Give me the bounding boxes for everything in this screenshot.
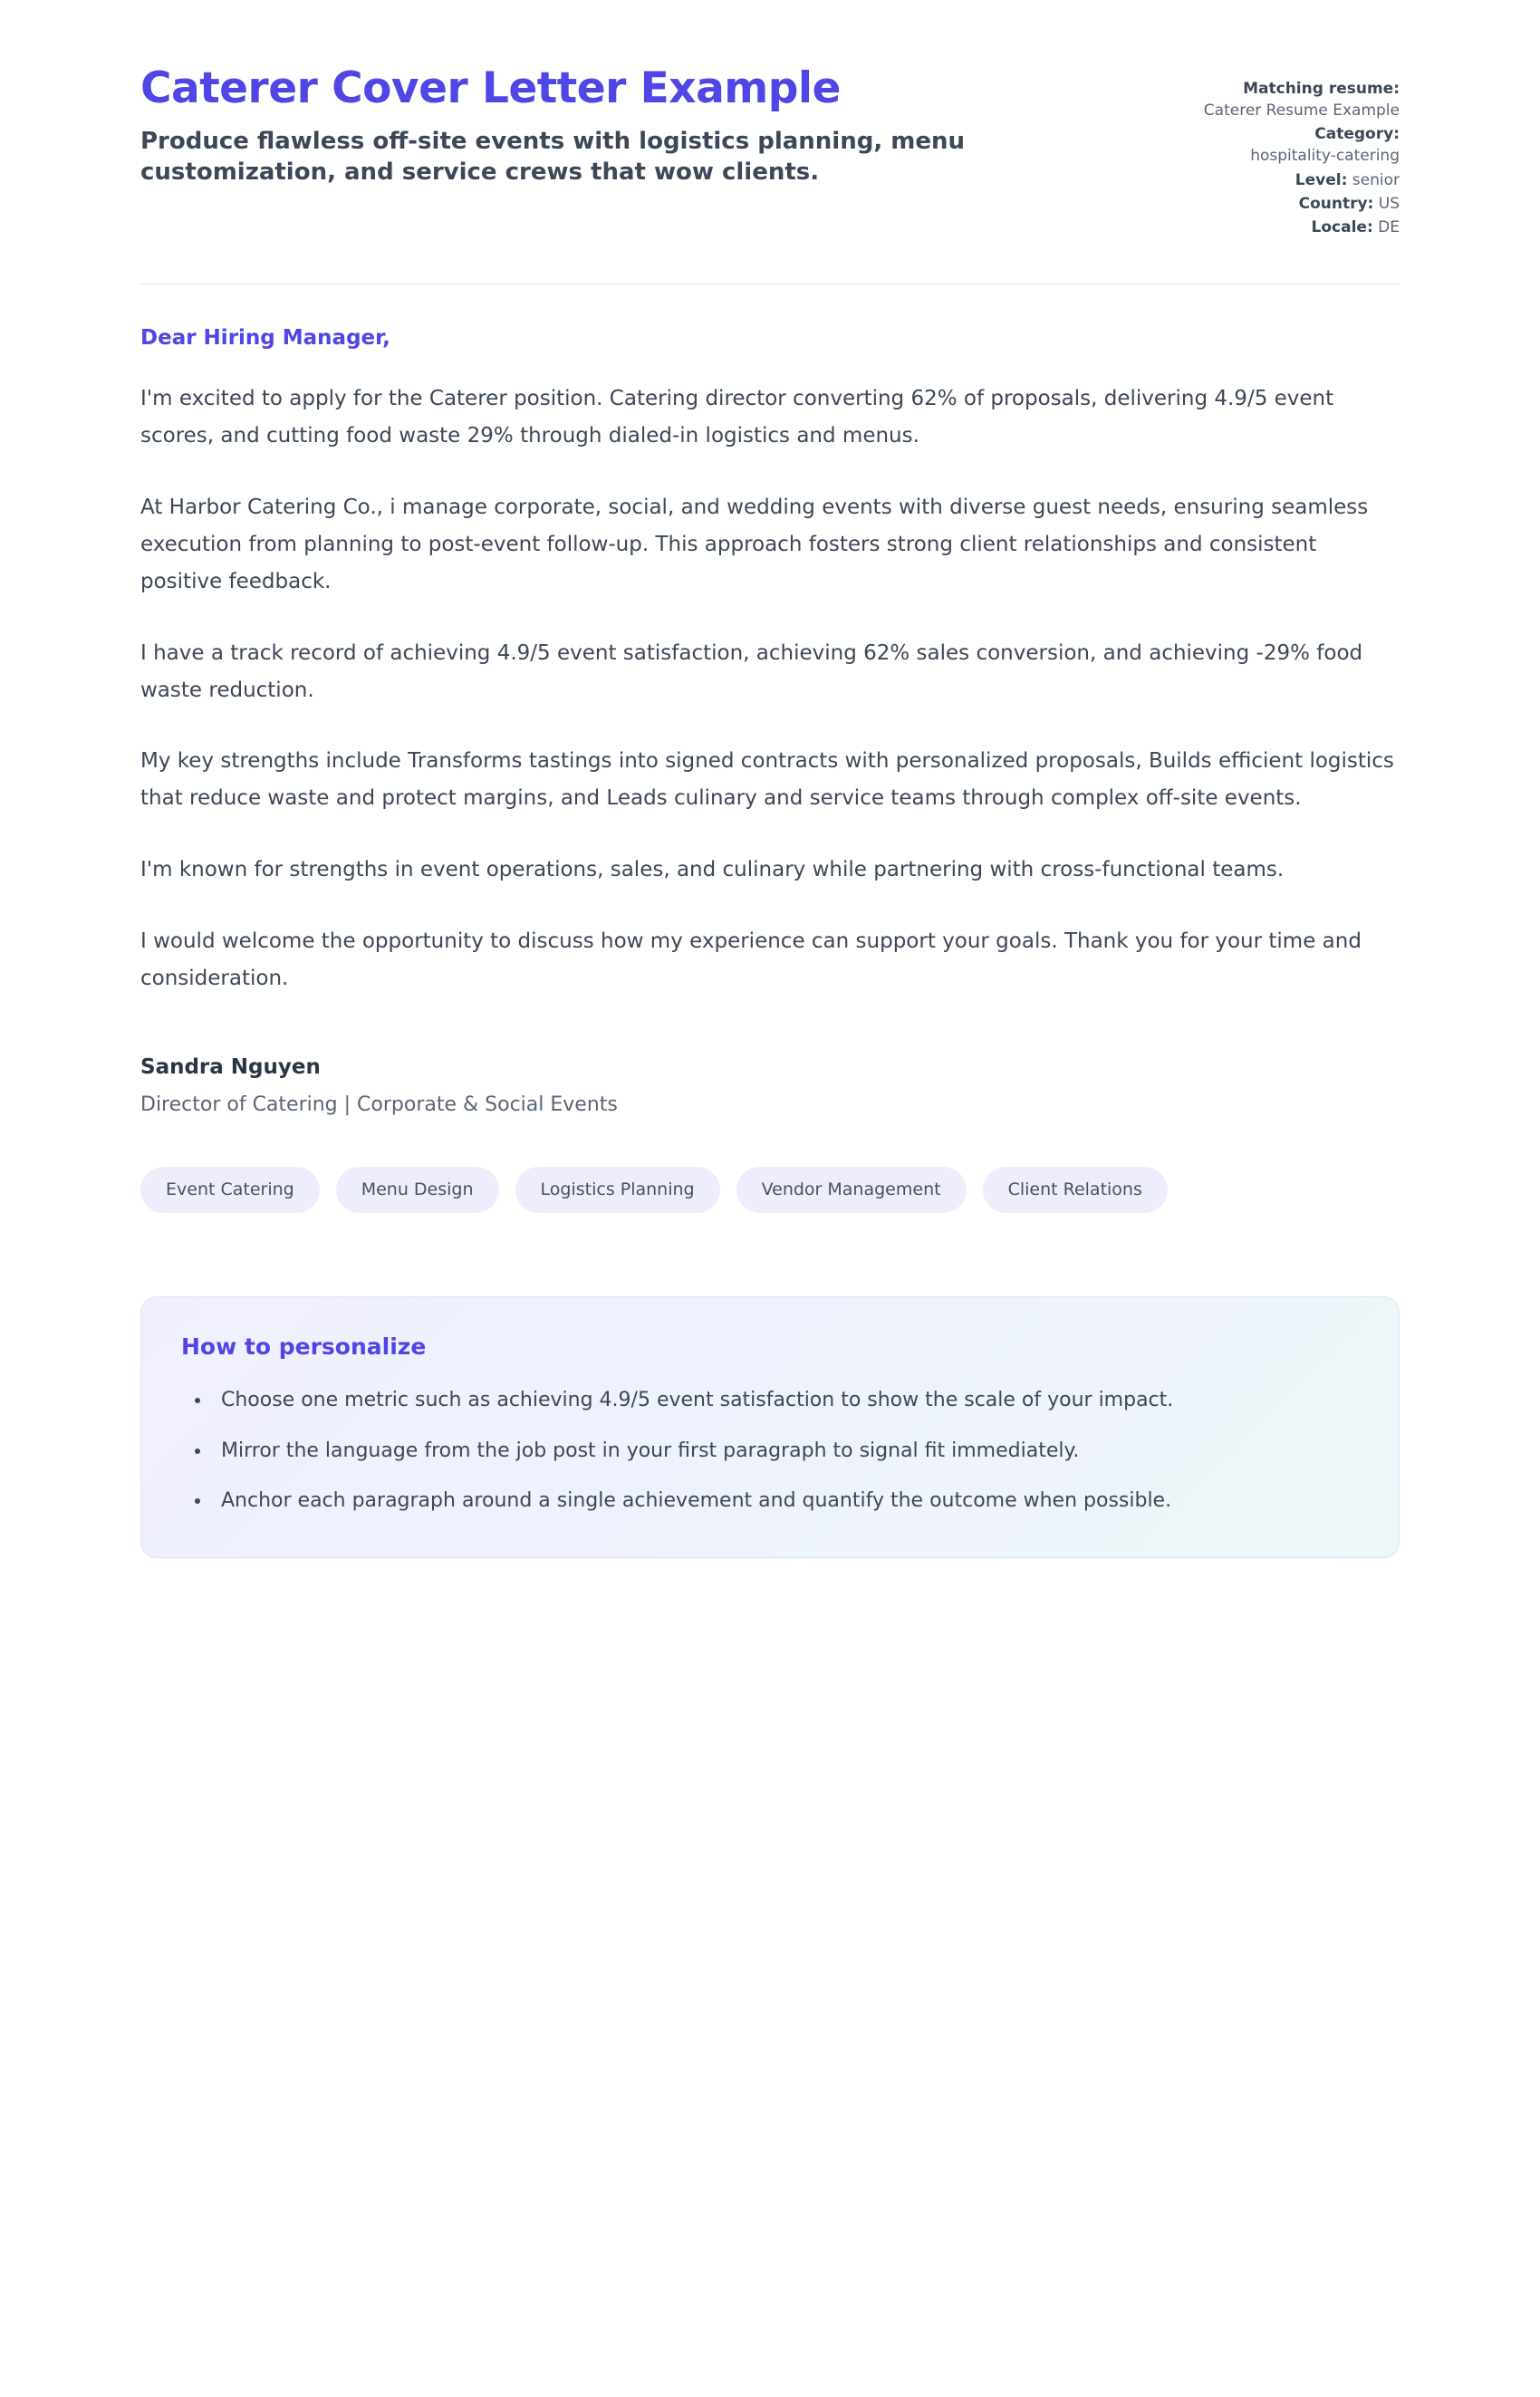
list-item: • Choose one metric such as achieving 4.9/5 event satisfaction to show the scale of your impact. (212, 1383, 1359, 1417)
meta-level (1128, 169, 1400, 191)
meta-locale-value: DE (1378, 217, 1400, 236)
page-title: Caterer Cover Letter Example (140, 63, 841, 113)
meta-matching-resume-value: Caterer Resume Example (1203, 101, 1400, 120)
meta-locale (1128, 217, 1400, 238)
list-item: • Anchor each paragraph around a single achievement and quantify the outcome when possible. (212, 1484, 1359, 1517)
meta-level-label: Level: (1295, 170, 1348, 189)
skill-tag[interactable]: Vendor Management (736, 1167, 967, 1213)
document-metadata (1128, 65, 1400, 240)
meta-level-value: senior (1352, 170, 1400, 189)
letter-paragraph-4: My key strengths include Transforms tastings into signed contracts with personalized proposals, Builds efficient logistics that reduce waste and protect margins, and Leads culinary and service teams through complex off-site events. (140, 749, 1394, 811)
meta-country-value: US (1378, 194, 1400, 213)
page-header (140, 65, 1400, 240)
letter-paragraph-3: I have a track record of achieving 4.9/5 event satisfaction, achieving 62% sales conversion, and achieving -29% food waste reduction. (140, 640, 1363, 702)
how-to-personalize-panel (140, 1296, 1400, 1558)
letter-paragraph-5: I'm known for strengths in event operations, sales, and culinary while partnering with cross-functional teams. (140, 858, 1285, 882)
letter-paragraph-2: At Harbor Catering Co., i manage corporate, social, and wedding events with diverse guest needs, ensuring seamless execution from planning to post-event follow-up. This approach fosters strong client relationships and consistent positive feedback. (140, 495, 1369, 593)
meta-matching-resume (1128, 78, 1400, 121)
salutation: Dear Hiring Manager, (140, 325, 390, 350)
signature-role: Director of Catering | Corporate & Social Events (140, 1093, 618, 1117)
header-text-block (140, 65, 1073, 188)
meta-country-label: Country: (1298, 194, 1374, 213)
meta-locale-label: Locale: (1311, 217, 1373, 236)
page-subtitle: Produce flawless off-site events with logistics planning, menu customization, and service crews that wow clients. (140, 127, 966, 186)
how-to-personalize-list (181, 1383, 1359, 1517)
meta-matching-resume-label: Matching resume: (1243, 80, 1400, 98)
signature-block (140, 1055, 1400, 1116)
skill-tag[interactable]: Client Relations (983, 1167, 1168, 1213)
skill-tag[interactable]: Menu Design (336, 1167, 499, 1213)
signature-name: Sandra Nguyen (140, 1055, 321, 1080)
meta-country (1128, 193, 1400, 215)
letter-paragraph-1: I'm excited to apply for the Caterer position. Catering director converting 62% of proposals, delivering 4.9/5 event scores, and cutting food waste 29% through dialed-in logistics and menus. (140, 386, 1334, 448)
list-item: • Mirror the language from the job post in your first paragraph to signal fit immediately. (212, 1434, 1359, 1468)
meta-category (1128, 123, 1400, 167)
meta-category-value: hospitality-catering (1250, 147, 1400, 166)
how-to-personalize-title: How to personalize (181, 1333, 427, 1361)
skill-tag-list (140, 1167, 1400, 1213)
cover-letter-body (140, 284, 1400, 1116)
skill-tag[interactable]: Event Catering (140, 1167, 320, 1213)
skill-tag[interactable]: Logistics Planning (515, 1167, 720, 1213)
letter-paragraph-6: I would welcome the opportunity to discuss how my experience can support your goals. Thank you for your time and consideration. (140, 929, 1362, 991)
meta-category-label: Category: (1314, 125, 1400, 144)
